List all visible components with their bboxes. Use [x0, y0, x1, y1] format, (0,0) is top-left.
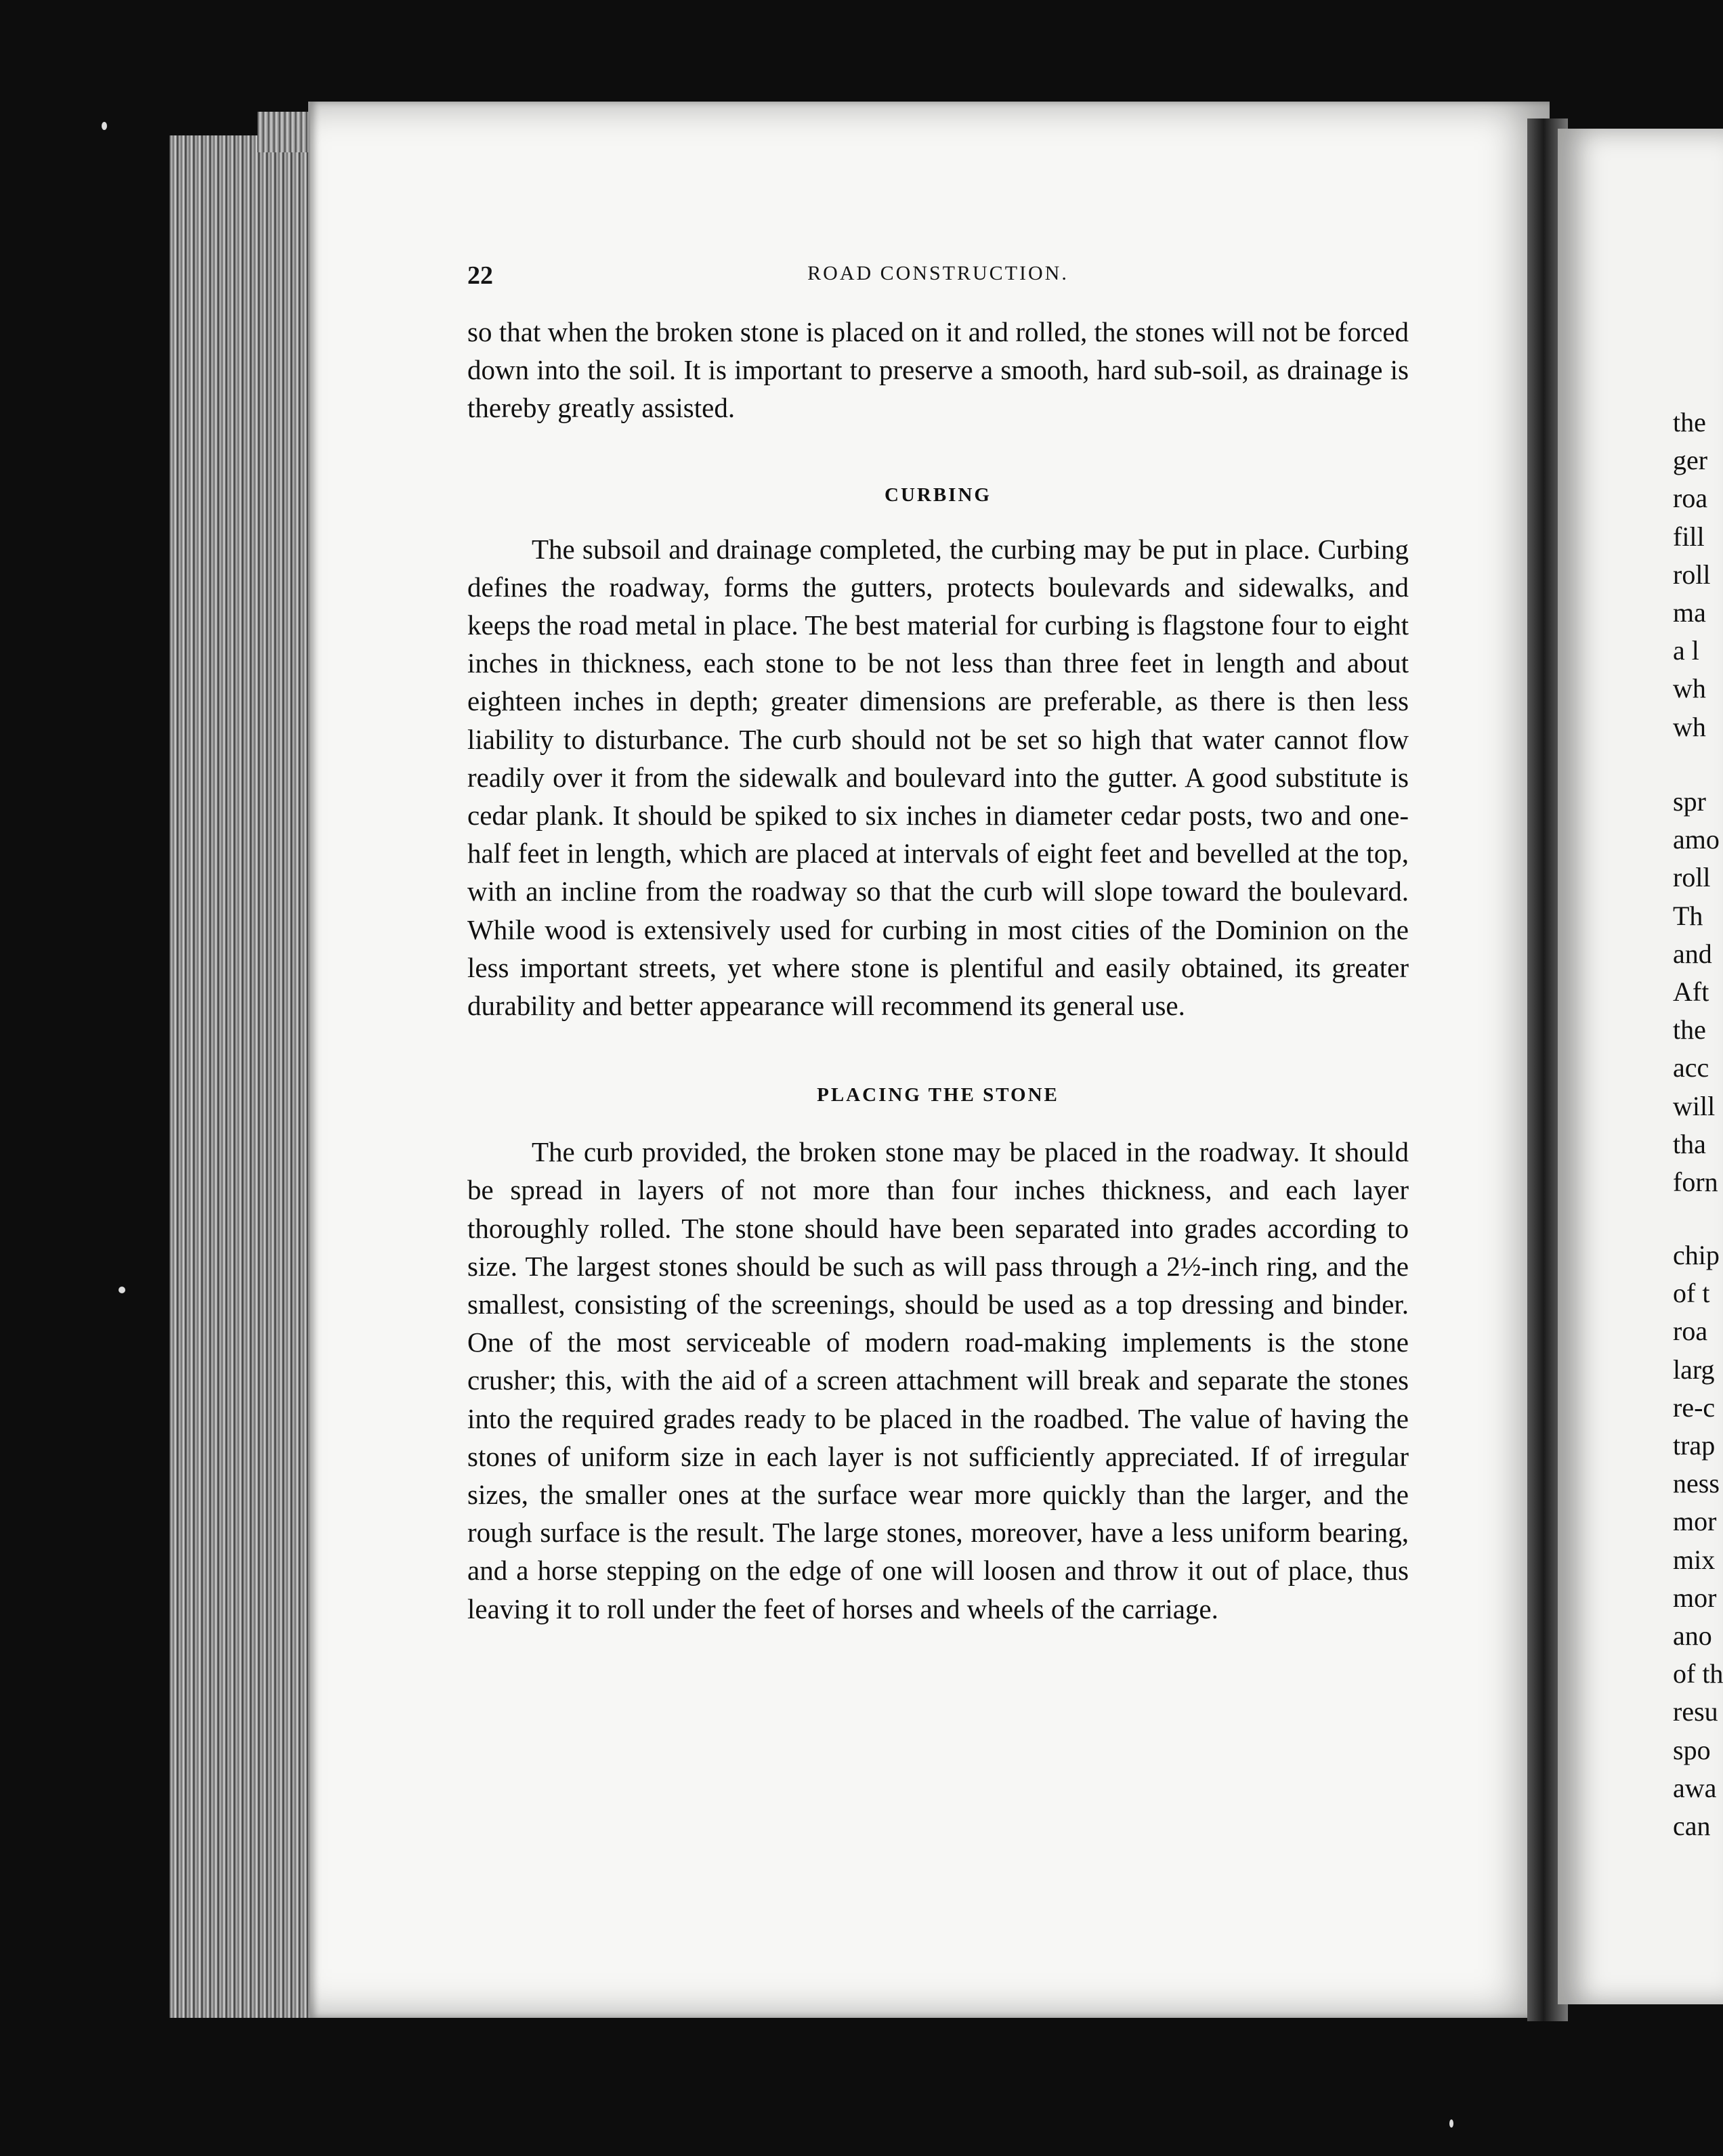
facing-page-line-fragment: of th: [1673, 1658, 1723, 1689]
facing-page-line-fragment: acc: [1673, 1052, 1709, 1083]
curbing-paragraph: The subsoil and drainage completed, the curbing may be put in place. Curbing defines the roadway, forms the gutters, protects boulevards and sidewalks, and keeps the road metal in place. The best material for curbing is flagstone four to eight inches in thickness, each stone to be not less than three feet in length and about eighteen inches in depth; greater dimensions are preferable, as there is then less liability to disturbance. The curb should not be set so high that water cannot flow readily over it from the sidewalk and boulevard into the gutter. A good substitute is cedar plank. It should be spiked to six inches in diameter cedar posts, two and one-half feet in length, which are placed at intervals of eight feet and bevelled at the top, with an incline from the roadway so that the curb will slope toward the boulevard. While wood is extensively used for curbing in most cities of the Dominion on the less important streets, yet where stone is plentiful and easily obtained, its greater durability and better appearance will recommend its general use.: [467, 533, 1409, 1022]
facing-page-line-fragment: tha: [1673, 1128, 1706, 1159]
facing-page-line-fragment: and: [1673, 938, 1712, 969]
dust-speck: [102, 122, 107, 130]
facing-page-line-fragment: roll: [1673, 862, 1711, 893]
facing-page-line-fragment: amo: [1673, 824, 1720, 855]
facing-page-line-fragment: spo: [1673, 1734, 1711, 1765]
facing-page-line-fragment: re-c: [1673, 1392, 1716, 1423]
facing-page-line-fragment: wh: [1673, 673, 1706, 704]
facing-page-line-fragment: ness: [1673, 1468, 1720, 1499]
facing-page-line-fragment: ma: [1673, 597, 1706, 628]
facing-page-line-fragment: the: [1673, 1014, 1706, 1045]
facing-page-line-fragment: a l: [1673, 635, 1699, 666]
facing-page-line-fragment: Th: [1673, 900, 1703, 931]
facing-page-line-fragment: roa: [1673, 483, 1708, 514]
facing-page-line-fragment: the: [1673, 407, 1706, 437]
facing-page-line-fragment: resu: [1673, 1696, 1718, 1727]
facing-page-line-fragment: ger: [1673, 445, 1708, 476]
facing-page-line-fragment: roa: [1673, 1316, 1708, 1347]
facing-page-line-fragment: chip: [1673, 1240, 1720, 1270]
facing-page-line-fragment: fill: [1673, 521, 1705, 552]
facing-page-line-fragment: mix: [1673, 1544, 1716, 1575]
facing-page-line-fragment: forn: [1673, 1167, 1718, 1197]
facing-page-line-fragment: ano: [1673, 1620, 1712, 1651]
page-header: [467, 261, 1409, 301]
facing-page-line-fragment: will: [1673, 1090, 1716, 1121]
facing-page-line-fragment: awa: [1673, 1772, 1717, 1803]
facing-page-line-fragment: of t: [1673, 1278, 1710, 1309]
placing-stone-paragraph: The curb provided, the broken stone may be placed in the roadway. It should be spread in layers of not more than four inches thickness, and each layer thoroughly rolled. The stone should have been separated into grades according to size. The largest stones should be such as will pass through a 2½-inch ring, and the smallest, consisting of the screenings, should be used as a top dressing and binder. One of the most serviceable of modern road-making implements is the stone crusher; this, with the aid of a screen attachment will break and separate the stones into the required grades ready to be placed in the roadbed. The value of having the stones of uniform size in each layer is not sufficiently appreciated. If of irregular sizes, the smaller ones at the surface wear more quickly than the larger, and the rough surface is the result. The large stones, moreover, have a less uniform bearing, and a horse stepping on the edge of one will loosen and throw it out of place, thus leaving it to roll under the feet of horses and wheels of the carriage.: [467, 1136, 1409, 1624]
facing-page-line-fragment: can: [1673, 1811, 1711, 1841]
facing-page-line-fragment: mor: [1673, 1506, 1717, 1537]
placing-stone-heading: PLACING THE STONE: [817, 1084, 1059, 1106]
facing-page-line-fragment: trap: [1673, 1430, 1716, 1461]
facing-page-line-fragment: spr: [1673, 786, 1706, 817]
running-head: ROAD CONSTRUCTION.: [807, 262, 1069, 284]
text-column: [467, 313, 1409, 1628]
facing-page-line-fragment: wh: [1673, 711, 1706, 742]
page-number: 22: [467, 261, 493, 290]
facing-page-line-fragment: larg: [1673, 1354, 1715, 1385]
facing-page-line-fragment: mor: [1673, 1582, 1717, 1613]
facing-page-line-fragment: Aft: [1673, 976, 1709, 1007]
dust-speck: [119, 1287, 125, 1293]
intro-paragraph: so that when the broken stone is placed on it and rolled, the stones will not be forced down into the soil. It is important to preserve a smooth, hard sub-soil, as drainage is thereby greatly assisted.: [467, 316, 1409, 424]
dust-speck: [1449, 2119, 1453, 2128]
curbing-heading: CURBING: [885, 483, 992, 506]
book-page-edges: [169, 135, 325, 2018]
facing-page-line-fragment: roll: [1673, 559, 1711, 590]
